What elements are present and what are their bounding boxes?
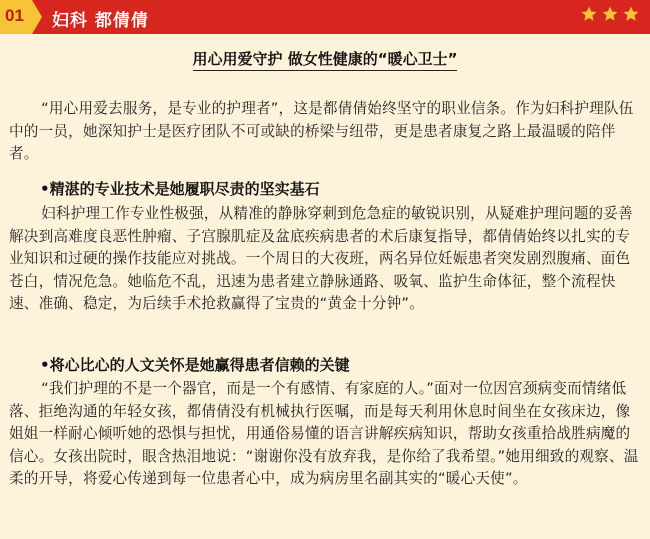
section-title: 妇科 都倩倩 xyxy=(52,11,149,31)
section1-heading: •精湛的专业技术是她履职尽责的坚实基石 xyxy=(40,180,320,198)
section1-paragraph: 妇科护理工作专业性极强，从精准的静脉穿刺到危急症的敏锐识别，从疑难护理问题的妥善解决到高难度良恶性肿瘤、子宫腺肌症及盆底疾病患者的术后康复指导，都倩倩始终以扎实的专业知识和过硬的操作技能应对挑战。一个周日的大夜班，两名异位妊娠患者突发剧烈腹痛、面色苍白，情况危急。她临危不乱，迅速为患者建立静脉通路、吸氧、监护生命体征，整个流程快速、准确、稳定，为后续手术抢救赢得了宝贵的“黄金十分钟”。 xyxy=(9,205,633,313)
section-header xyxy=(0,0,650,34)
star-icon xyxy=(622,5,640,23)
section2-heading: •将心比心的人文关怀是她赢得患者信赖的关键 xyxy=(40,356,350,374)
section2-paragraph: “我们护理的不是一个器官，而是一个有感情、有家庭的人。”面对一位因宫颈病变而情绪低落、拒绝沟通的年轻女孩，都倩倩没有机械执行医嘱，而是每天利用休息时间坐在女孩床边，像姐姐一样耐心倾听她的恐惧与担忧，用通俗易懂的语言讲解疾病知识，帮助女孩重拾战胜病魔的信心。女孩出院时，眼含热泪地说：“谢谢你没有放弃我，是你给了我希望。”她用细致的观察、温柔的开导，将爱心传递到每一位患者心中，成为病房里名副其实的“暖心天使”。 xyxy=(9,380,639,488)
intro-paragraph: “用心用爱去服务，是专业的护理者”，这是都倩倩始终坚守的职业信条。作为妇科护理队伍中的一员，她深知护士是医疗团队不可或缺的桥梁与纽带，更是患者康复之路上最温暖的陪伴者。 xyxy=(9,100,634,163)
star-icon xyxy=(601,5,619,23)
article-title-text: 用心用爱守护 做女性健康的“暖心卫士” xyxy=(193,50,458,71)
article-title xyxy=(0,48,650,69)
star-group xyxy=(580,5,640,23)
section-number: 01 xyxy=(5,6,24,25)
star-icon xyxy=(580,5,598,23)
